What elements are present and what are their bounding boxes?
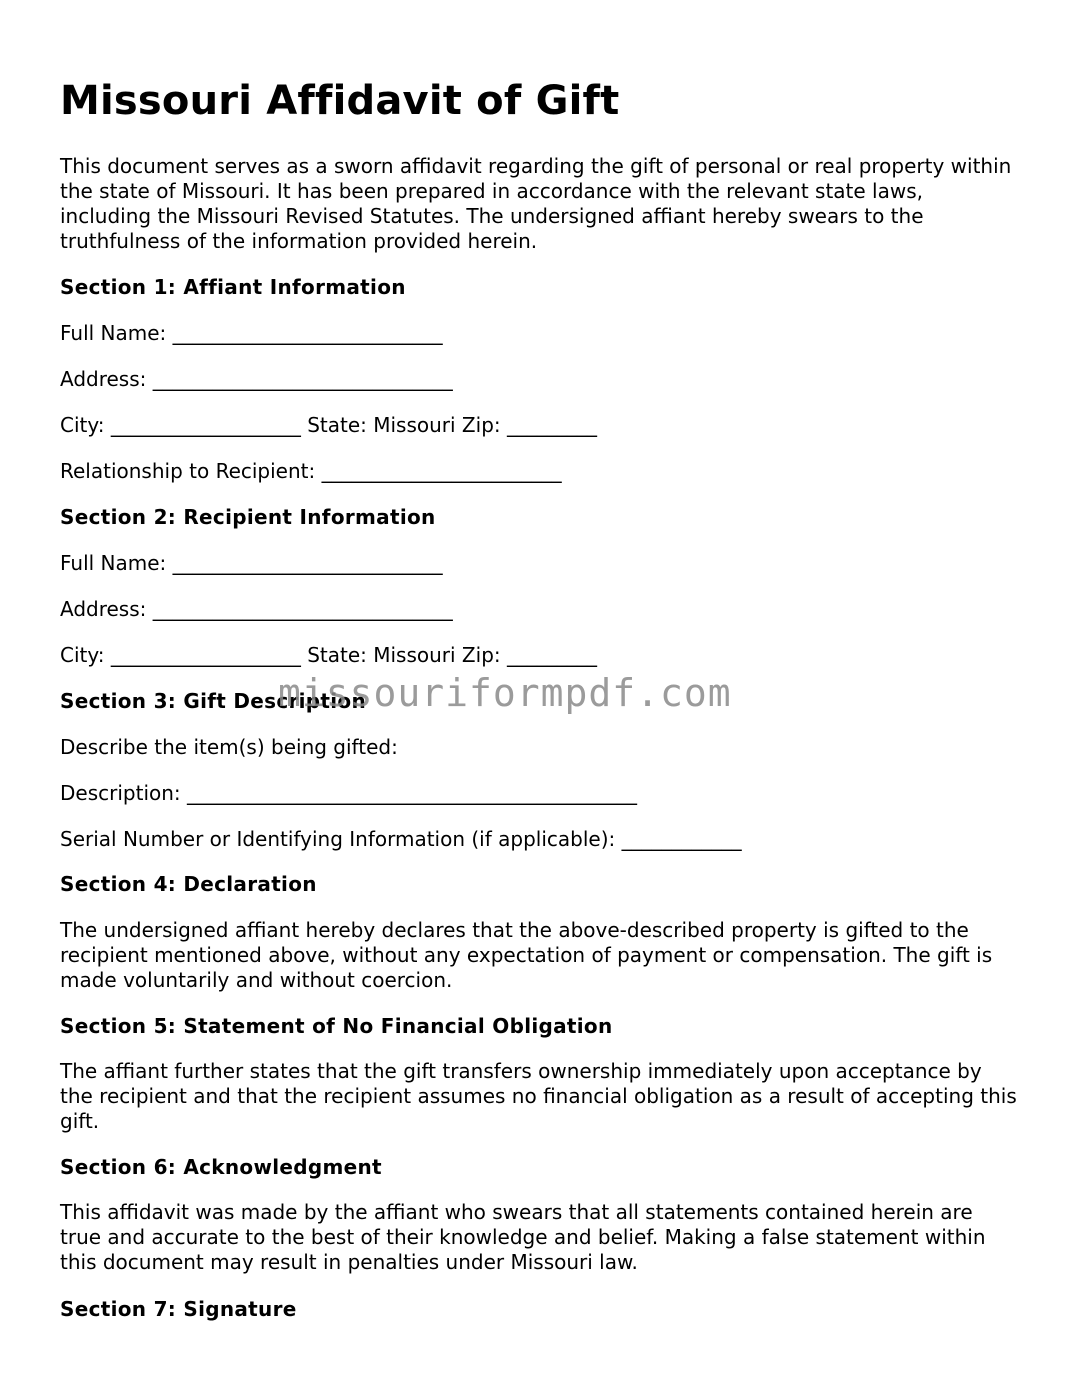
affiant-city-state-zip-field: City: ___________________ State: Missouri Zip: _________: [60, 413, 597, 437]
section-2-heading: Section 2: Recipient Information: [60, 505, 436, 529]
section-4-heading: Section 4: Declaration: [60, 872, 317, 896]
intro-paragraph: This document serves as a sworn affidavit regarding the gift of personal or real property within the state of Missouri. It has been prepared in accordance with the relevant state laws, including the Missouri Revised Statutes. The undersigned affiant hereby swears to the truthfulness of the information provided herein.: [60, 154, 1012, 253]
affiant-full-name-field: Full Name: ___________________________: [60, 321, 443, 345]
section-6-heading: Section 6: Acknowledgment: [60, 1155, 382, 1179]
document-title: Missouri Affidavit of Gift: [60, 78, 620, 124]
affiant-address-field: Address: ______________________________: [60, 367, 453, 391]
watermark-text: missouriformpdf.com: [278, 671, 732, 715]
section-5-heading: Section 5: Statement of No Financial Obligation: [60, 1014, 613, 1038]
declaration-paragraph: The undersigned affiant hereby declares that the above-described property is gifted to the recipient mentioned above, without any expectation of payment or compensation. The gift is made voluntarily and without coercion.: [60, 918, 993, 992]
relationship-field: Relationship to Recipient: ________________________: [60, 459, 562, 483]
section-7-heading: Section 7: Signature: [60, 1297, 297, 1321]
gift-prompt: Describe the item(s) being gifted:: [60, 735, 398, 759]
serial-number-field: Serial Number or Identifying Information (if applicable): ____________: [60, 827, 742, 851]
section-3-heading: Section 3: Gift Description: [60, 689, 367, 713]
gift-description-field: Description: _____________________________________________: [60, 781, 638, 805]
section-1-heading: Section 1: Affiant Information: [60, 275, 406, 299]
recipient-full-name-field: Full Name: ___________________________: [60, 551, 443, 575]
recipient-address-field: Address: ______________________________: [60, 597, 453, 621]
financial-obligation-paragraph: The affiant further states that the gift transfers ownership immediately upon acceptance by the recipient and that the recipient assumes no financial obligation as a result of accepting this gift.: [60, 1059, 1017, 1133]
acknowledgment-paragraph: This affidavit was made by the affiant who swears that all statements contained herein are true and accurate to the best of their knowledge and belief. Making a false statement within this document may result in penalties under Missouri law.: [60, 1200, 986, 1274]
recipient-city-state-zip-field: City: ___________________ State: Missouri Zip: _________: [60, 643, 597, 667]
